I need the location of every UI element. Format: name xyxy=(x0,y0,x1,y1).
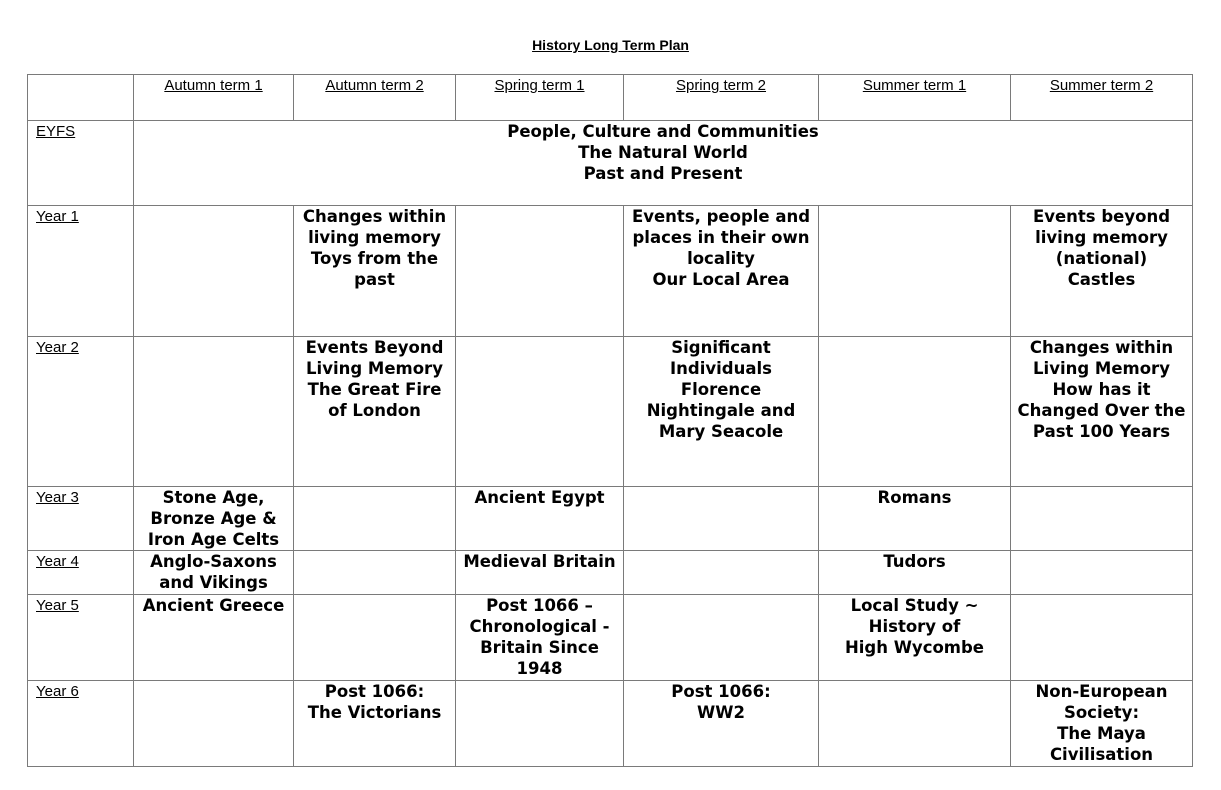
topic-line: Chronological - xyxy=(469,617,610,636)
topic-cell-summer-2 xyxy=(1011,681,1193,767)
topic-cell-summer-1 xyxy=(819,337,1011,487)
term-header-autumn-2: Autumn term 2 xyxy=(294,75,456,121)
term-header-spring-1: Spring term 1 xyxy=(456,75,624,121)
topic-cell-summer-1 xyxy=(819,206,1011,337)
year-row xyxy=(28,206,1193,337)
topic-line: Ancient Greece xyxy=(142,596,285,615)
topic-line: Anglo-Saxons xyxy=(150,552,277,571)
topic-cell-summer-2 xyxy=(1011,487,1193,551)
topic-cell-spring-2 xyxy=(624,551,819,595)
year-label: Year 4 xyxy=(28,551,134,595)
year-row xyxy=(28,551,1193,595)
header-row xyxy=(28,75,1193,121)
eyfs-content xyxy=(134,121,1193,206)
topic-line: Changes within xyxy=(1029,338,1174,357)
topic-cell-spring-2 xyxy=(624,337,819,487)
topic-cell-spring-2 xyxy=(624,487,819,551)
topic-cell-spring-2 xyxy=(624,681,819,767)
topic-cell-summer-2 xyxy=(1011,337,1193,487)
topic-cell-spring-2 xyxy=(624,206,819,337)
topic-cell-summer-2 xyxy=(1011,551,1193,595)
year-row xyxy=(28,681,1193,767)
term-header-autumn-1: Autumn term 1 xyxy=(134,75,294,121)
topic-line: The Great Fire xyxy=(307,380,442,399)
topic-cell-autumn-2 xyxy=(294,487,456,551)
topic-line: The Victorians xyxy=(307,703,442,722)
topic-line: living memory xyxy=(308,228,441,247)
topic-line: Individuals xyxy=(670,359,772,378)
eyfs-label: EYFS xyxy=(28,121,134,206)
topic-cell-autumn-2 xyxy=(294,595,456,681)
topic-cell-spring-1 xyxy=(456,337,624,487)
topic-line: Society: xyxy=(1063,703,1140,722)
topic-line: Past 100 Years xyxy=(1032,422,1171,441)
topic-line: Nightingale and xyxy=(646,401,796,420)
year-label: Year 2 xyxy=(28,337,134,487)
topic-line: Toys from the xyxy=(310,249,439,268)
topic-cell-spring-1 xyxy=(456,681,624,767)
topic-cell-autumn-2 xyxy=(294,681,456,767)
topic-cell-summer-1 xyxy=(819,681,1011,767)
year-row xyxy=(28,337,1193,487)
topic-cell-spring-1 xyxy=(456,551,624,595)
topic-cell-spring-1 xyxy=(456,487,624,551)
topic-cell-autumn-2 xyxy=(294,551,456,595)
topic-cell-spring-1 xyxy=(456,206,624,337)
topic-cell-autumn-1 xyxy=(134,206,294,337)
topic-line: Ancient Egypt xyxy=(474,488,605,507)
topic-cell-autumn-1 xyxy=(134,681,294,767)
topic-line: Stone Age, xyxy=(162,488,265,507)
topic-line: Living Memory xyxy=(306,359,443,378)
topic-line: living memory xyxy=(1035,228,1168,247)
topic-line: 1948 xyxy=(516,659,563,678)
corner-cell xyxy=(28,75,134,121)
topic-line: past xyxy=(354,270,395,289)
topic-line: Post 1066 – xyxy=(486,596,593,615)
topic-line: Post 1066: xyxy=(324,682,425,701)
eyfs-line: Past and Present xyxy=(583,164,743,183)
eyfs-row xyxy=(28,121,1193,206)
year-label: Year 3 xyxy=(28,487,134,551)
topic-cell-autumn-1 xyxy=(134,551,294,595)
year-row xyxy=(28,595,1193,681)
year-label: Year 5 xyxy=(28,595,134,681)
term-header-spring-2: Spring term 2 xyxy=(624,75,819,121)
topic-line: Romans xyxy=(877,488,952,507)
topic-line: The Maya xyxy=(1057,724,1146,743)
topic-line: Local Study ~ xyxy=(850,596,979,615)
topic-line: Civilisation xyxy=(1049,745,1154,764)
topic-cell-spring-1 xyxy=(456,595,624,681)
topic-cell-summer-2 xyxy=(1011,595,1193,681)
topic-line: Changed Over the xyxy=(1017,401,1186,420)
topic-line: places in their own xyxy=(632,228,810,247)
eyfs-line: The Natural World xyxy=(578,143,748,162)
topic-line: Iron Age Celts xyxy=(147,530,280,549)
topic-cell-autumn-1 xyxy=(134,337,294,487)
topic-line: Significant xyxy=(671,338,771,357)
topic-line: Our Local Area xyxy=(652,270,790,289)
topic-cell-autumn-1 xyxy=(134,487,294,551)
topic-line: Florence xyxy=(680,380,762,399)
topic-line: Castles xyxy=(1067,270,1136,289)
topic-cell-summer-1 xyxy=(819,595,1011,681)
year-row xyxy=(28,487,1193,551)
topic-line: Events beyond xyxy=(1032,207,1171,226)
topic-cell-summer-1 xyxy=(819,551,1011,595)
topic-cell-summer-2 xyxy=(1011,206,1193,337)
topic-line: Events Beyond xyxy=(305,338,444,357)
topic-cell-autumn-1 xyxy=(134,595,294,681)
topic-line: Bronze Age & xyxy=(150,509,277,528)
page-title: History Long Term Plan xyxy=(532,37,689,53)
topic-cell-spring-2 xyxy=(624,595,819,681)
history-plan-table xyxy=(27,74,1193,767)
topic-line: Medieval Britain xyxy=(463,552,616,571)
year-label: Year 6 xyxy=(28,681,134,767)
topic-line: How has it xyxy=(1052,380,1151,399)
eyfs-line: People, Culture and Communities xyxy=(507,122,819,141)
topic-line: of London xyxy=(328,401,421,420)
topic-line: Non-European xyxy=(1035,682,1168,701)
topic-cell-autumn-2 xyxy=(294,206,456,337)
topic-cell-summer-1 xyxy=(819,487,1011,551)
topic-line: Events, people and xyxy=(631,207,811,226)
term-header-summer-2: Summer term 2 xyxy=(1011,75,1193,121)
topic-line: Mary Seacole xyxy=(658,422,784,441)
year-label: Year 1 xyxy=(28,206,134,337)
topic-line: and Vikings xyxy=(159,573,268,592)
topic-line: Living Memory xyxy=(1033,359,1170,378)
topic-line: High Wycombe xyxy=(844,638,985,657)
term-header-summer-1: Summer term 1 xyxy=(819,75,1011,121)
topic-line: Tudors xyxy=(883,552,946,571)
topic-line: Britain Since xyxy=(480,638,599,657)
topic-cell-autumn-2 xyxy=(294,337,456,487)
topic-line: Post 1066: xyxy=(671,682,771,701)
topic-line: History of xyxy=(868,617,961,636)
topic-line: Changes within xyxy=(302,207,447,226)
topic-line: WW2 xyxy=(697,703,745,722)
topic-line: locality xyxy=(687,249,755,268)
topic-line: (national) xyxy=(1055,249,1148,268)
